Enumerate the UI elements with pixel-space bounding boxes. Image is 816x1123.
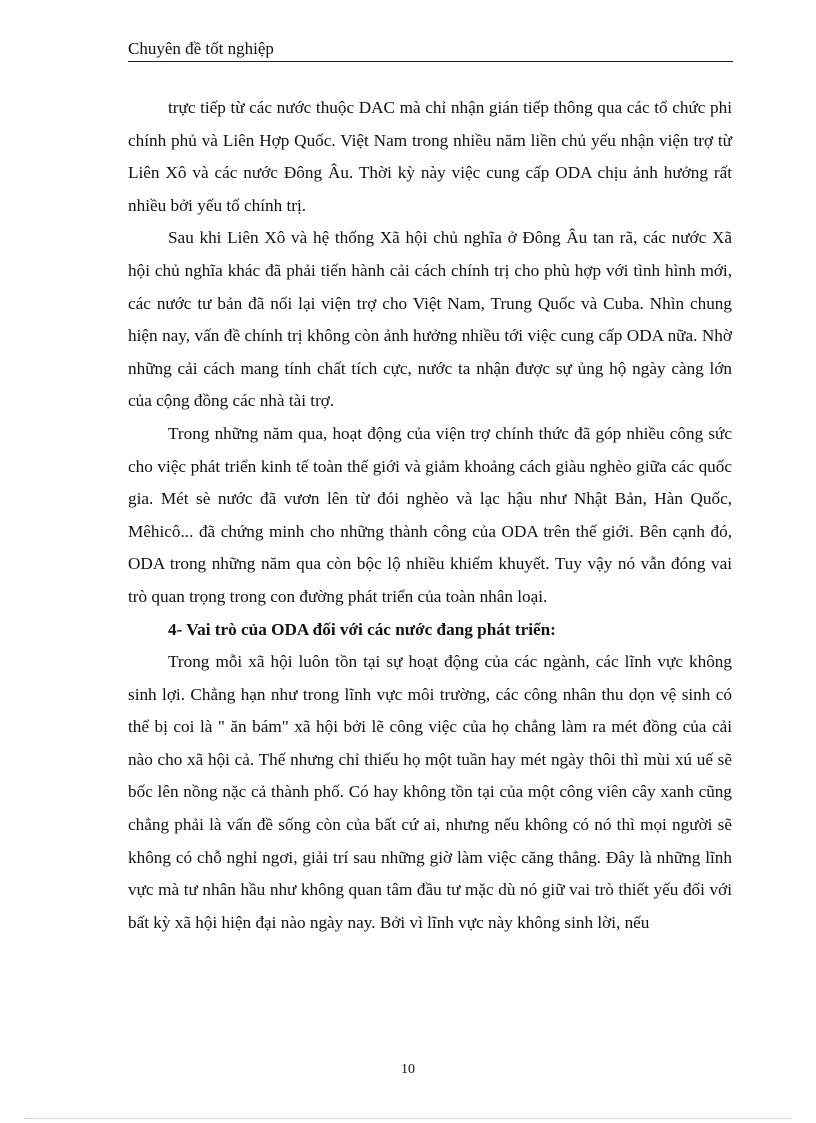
document-body (128, 92, 732, 939)
paragraph-2: Sau khi Liên Xô và hệ thống Xã hội chủ nghĩa ở Đông Âu tan rã, các nước Xã hội chủ nghĩa khác đã phải tiến hành cải cách chính trị cho phù hợp với tình hình mới, các nước tư bản đã nối lại viện trợ cho Việt Nam, Trung Quốc và Cuba. Nhìn chung hiện nay, vấn đề chính trị không còn ảnh hưởng nhiều tới việc cung cấp ODA nữa. Nhờ những cải cách mang tính chất tích cực, nước ta nhận được sự ủng hộ ngày càng lớn của cộng đồng các nhà tài trợ. (128, 228, 732, 411)
header-divider (128, 61, 733, 62)
page-number: 10 (401, 1062, 415, 1077)
paragraph-3: Trong những năm qua, hoạt động của viện trợ chính thức đã góp nhiều công sức cho việc phát triển kinh tế toàn thế giới và giảm khoảng cách giàu nghèo giữa các quốc gia. Mét sè nước đã vươn lên từ đói nghèo và lạc hậu như Nhật Bản, Hàn Quốc, Mêhicô... đã chứng minh cho những thành công của ODA trên thế giới. Bên cạnh đó, ODA trong những năm qua còn bộc lộ nhiều khiếm khuyết. Tuy vậy nó vẫn đóng vai trò quan trọng trong con đường phát triển của toàn nhân loại. (128, 423, 732, 606)
section-heading: 4- Vai trò của ODA đối với các nước đang phát triển: (168, 619, 556, 639)
page-header-title: Chuyên đề tốt nghiệp (128, 39, 274, 58)
paragraph-4: Trong mỗi xã hội luôn tồn tại sự hoạt động của các ngành, các lĩnh vực không sinh lợi. Chẳng hạn như trong lĩnh vực môi trường, các công nhân thu dọn vệ sinh có thể bị coi là " ăn bám" xã hội bởi lẽ công việc của họ chẳng làm ra mét đồng của cải nào cho xã hội cả. Thế nhưng chỉ thiếu họ một tuần hay mét ngày thôi thì mùi xú uế sẽ bốc lên nồng nặc cả thành phố. Có hay không tồn tại của một công viên cây xanh cũng chẳng phải là vấn đề sống còn của bất cứ ai, nhưng nếu không có nó thì mọi người sẽ không có chỗ nghỉ ngơi, giải trí sau những giờ làm việc căng thẳng. Đây là những lĩnh vực mà tư nhân hầu như không quan tâm đầu tư mặc dù nó giữ vai trò thiết yếu đối với bất kỳ xã hội hiện đại nào ngày nay. Bởi vì lĩnh vực này không sinh lời, nếu (128, 652, 732, 932)
page-bottom-border (24, 1118, 792, 1119)
paragraph-1: trực tiếp từ các nước thuộc DAC mà chỉ nhận gián tiếp thông qua các tổ chức phi chính phủ và Liên Hợp Quốc. Việt Nam trong nhiều năm liền chủ yếu nhận viện trợ từ Liên Xô và các nước Đông Âu. Thời kỳ này việc cung cấp ODA chịu ảnh hưởng rất nhiều bởi yếu tố chính trị. (128, 98, 732, 215)
